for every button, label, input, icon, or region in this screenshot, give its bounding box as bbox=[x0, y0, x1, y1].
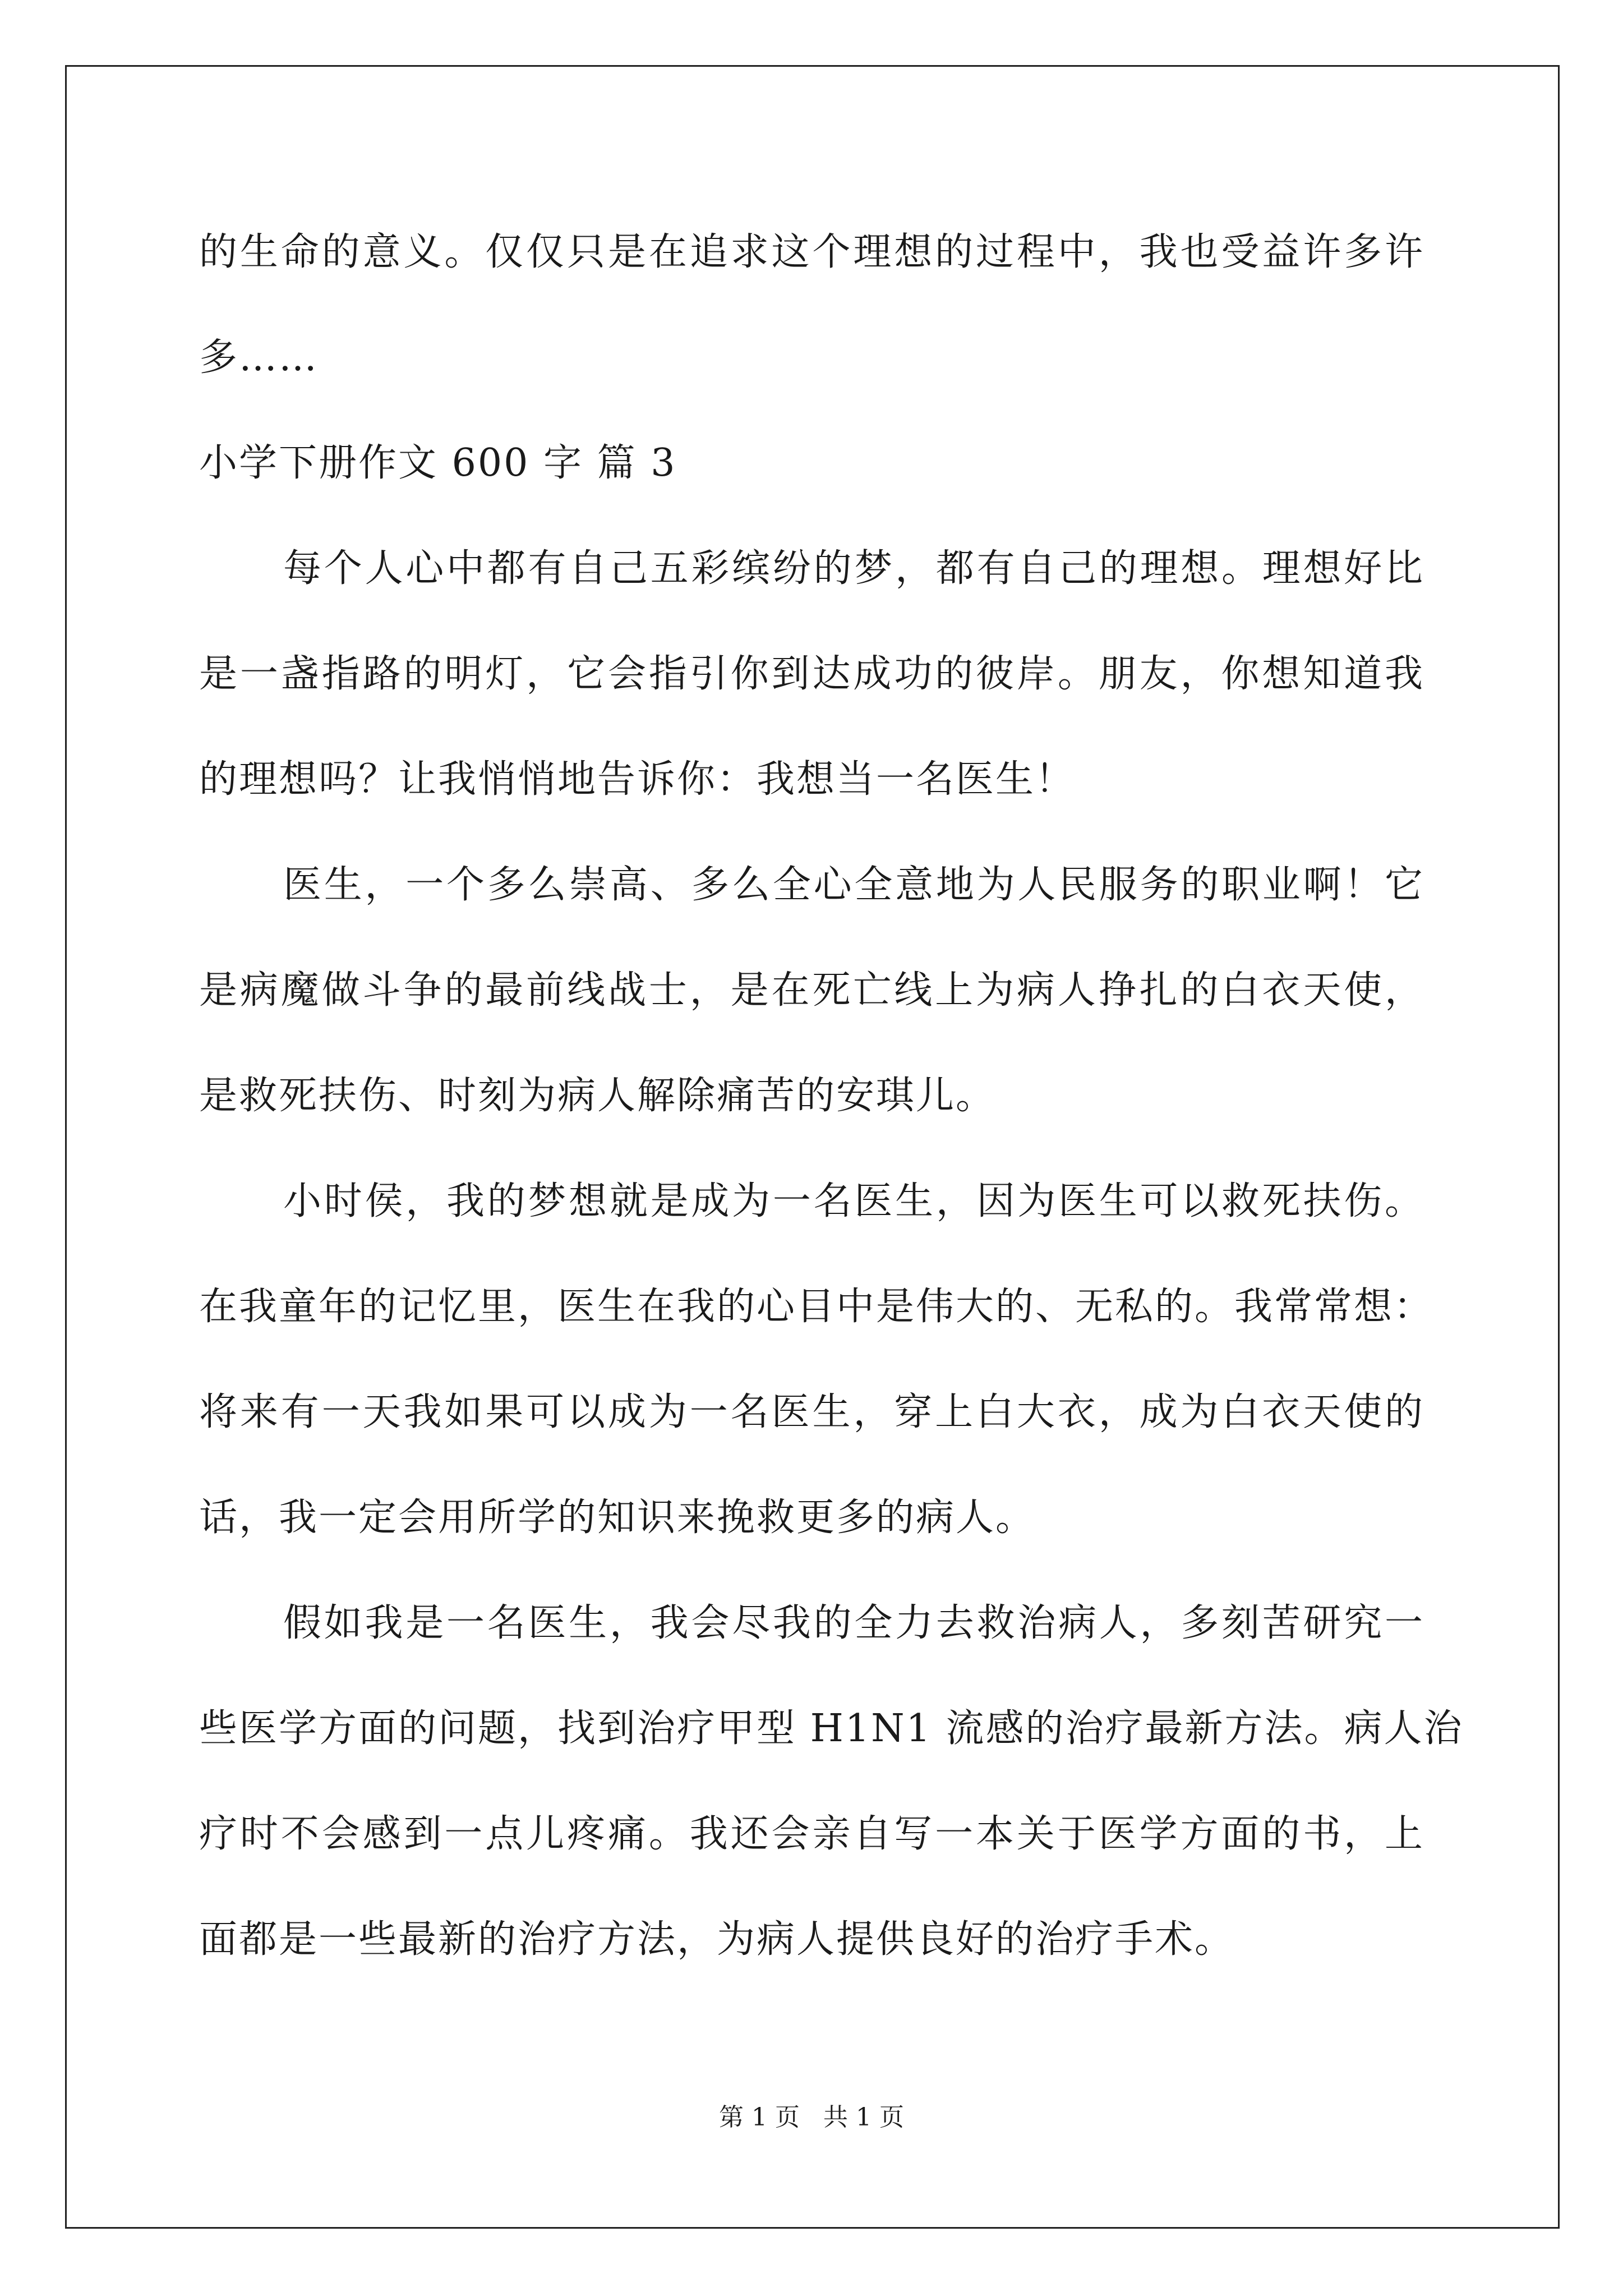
text-line: 多…… bbox=[199, 335, 319, 380]
text-line: 小时侯，我的梦想就是成为一名医生，因为医生可以救死扶伤。 bbox=[283, 1179, 1424, 1223]
text-line: 些医学方面的问题，找到治疗甲型 H1N1 流感的治疗最新方法。病人治 bbox=[199, 1706, 1464, 1751]
text-line: 在我童年的记忆里，医生在我的心目中是伟大的、无私的。我常常想： bbox=[199, 1285, 1434, 1329]
text-line: 疗时不会感到一点儿疼痛。我还会亲自写一本关于医学方面的书，上 bbox=[199, 1812, 1424, 1856]
text-line: 是病魔做斗争的最前线战士，是在死亡线上为病人挣扎的白衣天使， bbox=[199, 968, 1424, 1013]
text-line: 是救死扶伤、时刻为病人解除痛苦的安琪儿。 bbox=[199, 1074, 996, 1118]
text-line: 每个人心中都有自己五彩缤纷的梦，都有自己的理想。理想好比 bbox=[283, 546, 1424, 591]
text-line: 将来有一天我如果可以成为一名医生，穿上白大衣，成为白衣天使的 bbox=[199, 1390, 1424, 1434]
text-line: 的生命的意义。仅仅只是在追求这个理想的过程中，我也受益许多许 bbox=[199, 230, 1424, 274]
text-line: 是一盏指路的明灯，它会指引你到达成功的彼岸。朋友，你想知道我 bbox=[199, 652, 1424, 696]
text-line: 话，我一定会用所学的知识来挽救更多的病人。 bbox=[199, 1496, 1036, 1540]
text-line: 假如我是一名医生，我会尽我的全力去救治病人，多刻苦研究一 bbox=[283, 1601, 1424, 1645]
document-body bbox=[199, 216, 1464, 2009]
text-line: 的理想吗？让我悄悄地告诉你：我想当一名医生！ bbox=[199, 757, 1076, 802]
page-footer: 第 1 页 共 1 页 bbox=[719, 2103, 904, 2132]
text-line: 面都是一些最新的治疗方法，为病人提供良好的治疗手术。 bbox=[199, 1917, 1235, 1962]
section-heading: 小学下册作文 600 字 篇 3 bbox=[199, 441, 677, 485]
text-line: 医生，一个多么崇高、多么全心全意地为人民服务的职业啊！它 bbox=[283, 863, 1424, 907]
